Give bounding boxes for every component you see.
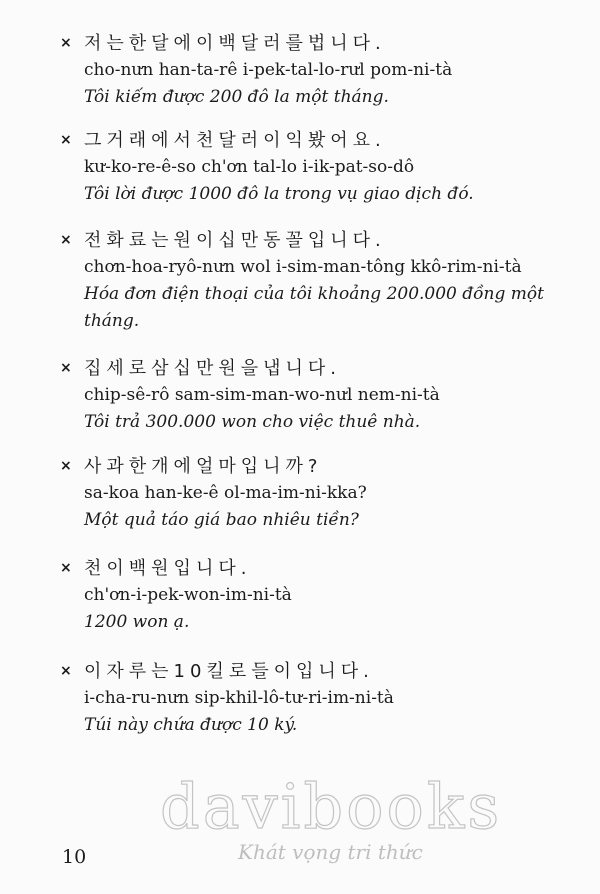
- phrase-entry-4: [60, 355, 560, 436]
- korean-text: 그거래에서천달러이익봤어요.: [84, 130, 386, 151]
- korean-text: 이자루는10킬로들이입니다.: [84, 661, 374, 682]
- bullet-marker: ×: [60, 360, 72, 376]
- phrase-entry-1: [60, 30, 560, 111]
- romanization-text: chơn-hoa-ryô-nưn wol i-sim-man-tông kkô-rim-ni-tà: [84, 257, 522, 277]
- romanization-text: cho-nưn han-ta-rê i-pek-tal-lo-rưl pom-ni-tà: [84, 60, 453, 80]
- bullet-marker: ×: [60, 132, 72, 148]
- bullet-marker: ×: [60, 560, 72, 576]
- romanization-text: sa-koa han-ke-ê ol-ma-im-ni-kka?: [84, 483, 367, 503]
- vietnamese-translation: Tôi trả 300.000 won cho việc thuê nhà.: [84, 412, 421, 432]
- bullet-marker: ×: [60, 663, 72, 679]
- romanization-text: chip-sê-rô sam-sim-man-wo-nưl nem-ni-tà: [84, 385, 440, 405]
- watermark-tagline: Khát vọng tri thức: [238, 840, 423, 864]
- page-number: 10: [62, 846, 87, 868]
- korean-text: 전화료는원이십만동꼴입니다.: [84, 230, 386, 251]
- vietnamese-translation: Tôi kiếm được 200 đô la một tháng.: [84, 87, 389, 107]
- romanization-text: i-cha-ru-nưn sip-khil-lô-tư-ri-im-ni-tà: [84, 688, 394, 708]
- bullet-marker: ×: [60, 35, 72, 51]
- korean-text: 사과한개에얼마입니까?: [84, 456, 323, 477]
- korean-text: 천이백원입니다.: [84, 558, 252, 579]
- vietnamese-translation: Một quả táo giá bao nhiêu tiền?: [84, 510, 359, 530]
- vietnamese-translation: 1200 won ạ.: [84, 612, 190, 632]
- korean-text: 저는한달에이백달러를법니다.: [84, 33, 386, 54]
- romanization-text: ch'ơn-i-pek-won-im-ni-tà: [84, 585, 292, 605]
- vietnamese-translation: Túi này chứa được 10 ký.: [84, 715, 298, 735]
- bullet-marker: ×: [60, 232, 72, 248]
- korean-text: 집세로삼십만원을냅니다.: [84, 358, 341, 379]
- phrase-entry-2: [60, 127, 560, 208]
- bullet-marker: ×: [60, 458, 72, 474]
- watermark-logo: davibooks: [160, 770, 503, 843]
- phrase-entry-3: [60, 227, 560, 335]
- phrase-entry-6: [60, 555, 560, 636]
- romanization-text: kư-ko-re-ê-so ch'ơn tal-lo i-ik-pat-so-dô: [84, 157, 415, 177]
- phrase-entry-7: [60, 658, 560, 739]
- phrase-entry-5: [60, 453, 560, 534]
- vietnamese-translation: Tôi lời được 1000 đô la trong vụ giao dịch đó.: [84, 184, 474, 204]
- vietnamese-translation: Hóa đơn điện thoại của tôi khoảng 200.000 đồng một tháng.: [84, 284, 544, 331]
